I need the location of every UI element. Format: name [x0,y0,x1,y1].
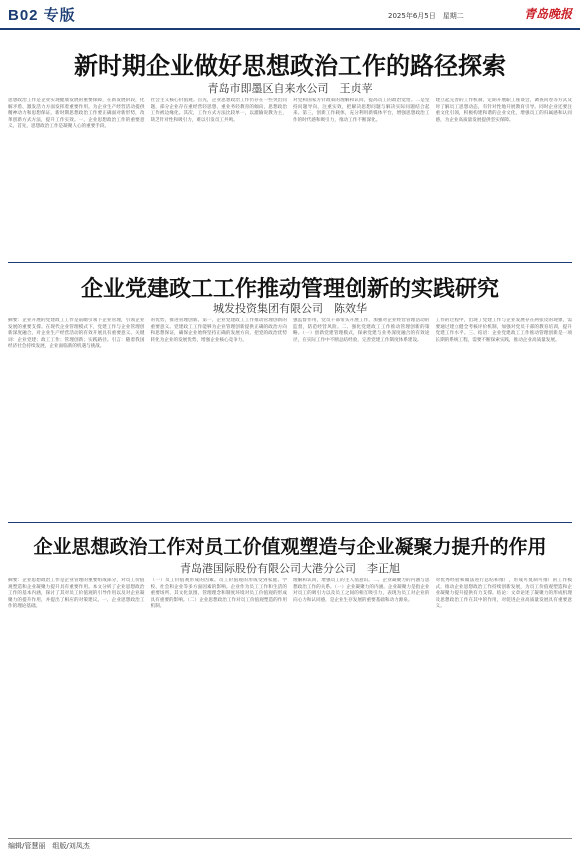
article-3-column: 理解和认同，增强员工的主人翁意识。二、企业凝聚力的内涵与思想政治工作的关系。（一）企业凝聚力的内涵。企业凝聚力是指企业对员工的吸引力以及员工之间的相互吸引力，表现为员工对企业的向心力和认同感，是企业生存发展的重要基础和动力源泉。 [293,578,430,603]
article-3-column: 摘要：企业思想政治工作是企业管理的重要组成部分，对员工价值观塑造和企业凝聚力提升具有重要作用。本文分析了企业思想政治工作的基本内涵，探讨了其对员工价值观的引导作用以及对企业凝聚力的提升作用，并提出了相应的对策建议。一、企业思想政治工作的理论基础。 [8,578,145,610]
article-1-body [8,98,572,256]
editor-credit: 编辑/管慧丽 组版/刘凤杰 [8,842,90,850]
article-2-title: 企业党建政工工作推动管理创新的实践研究 [80,276,499,302]
article-1-byline: 青岛市即墨区自来水公司 王贞苹 [207,82,373,95]
newspaper-masthead: 青岛晚报 [524,7,573,21]
article-2-column: 的优势，推进管理创新。第一，企业党建政工工作推动管理创新的重要意义。党建政工工作能够为企业管理创新提供正确的政治方向和思想保证，确保企业始终坚持正确的发展方向，把党的政治优势转化为企业的发展优势，增强企业核心竞争力。 [150,318,287,343]
article-3-title: 企业思想政治工作对员工价值观塑造与企业凝聚力提升的作用 [33,536,547,558]
page-header [0,0,580,30]
section-divider [8,522,572,523]
article-2-body [8,318,572,516]
article-3-column: （一）员工价值观形成的因素。员工价值观的形成受到家庭、学校、社会和企业等多方面因素的影响。企业作为员工工作和生活的重要场所，其文化氛围、管理理念和制度环境对员工价值观的形成具有重要的影响。（二）企业思想政治工作对员工价值观塑造的作用机制。 [150,578,287,610]
article-1-column: 社会主义核心价值观。首先，企业思想政治工作仍存在一些突出问题，部分企业存在重经营轻思想、重业务轻教育的倾向，思想政治工作被边缘化。其次，工作方式方法比较单一，以灌输说教为主，缺乏针对性和吸引力，难以引发员工共鸣。 [150,98,287,123]
article-3-byline: 青岛港国际股份有限公司大港分公司 李正旭 [180,562,400,575]
article-2-column: 摘要：企业开展的党建政工工作是前瞻引领下企业管理，引领企业发展的重要支撑。在现代企业管理模式下，党建工作与企业管理创新深度融合，对企业生产经营活动的有效开展具有重要意义。关键词：企业党建；政工工作；管理创新；实践路径。引言：随着我国经济社会持续发展，企业面临新的机遇与挑战。 [8,318,145,350]
article-1-title: 新时期企业做好思想政治工作的路径探索 [74,51,506,80]
article-2-column: 工作的过程中，出现了党建工作与企业发展存在两张皮的现象，需要通过建立健全考核评价机制，加强对党员干部的教育培训，提升党建工作水平。三、结语：企业党建政工工作推动管理创新是一项长期的系统工程，需要不断探索实践，推动企业高质量发展。 [435,318,572,343]
article-1-column: 建立起完善的工作机制，定期开展职工座谈会，调查问卷等方式及时了解员工思想动态，有针对性地开展教育引导。同时企业还要注重文化引领，积极构建和谐的企业文化，增强员工的归属感和认同感，为企业高质量发展提供坚实保障。 [435,98,572,123]
section-divider [8,262,572,263]
article-1-column: 思想政治工作是企业实现健康发展的重要保障，在新发展阶段，化解矛盾、激发活力方面发挥着重要作用。为企业生产经营活动提供精神动力和思想保证。新时期思想政治工作要正确面对新形势，改革创新方式方法，提升工作实效。一、企业思想政治工作的重要意义。首先，思想政治工作是凝聚人心的重要手段。 [8,98,145,130]
article-3-body [8,578,572,832]
page-footer [8,838,572,851]
issue-date: 2025年6月5日 星期二 [388,12,464,20]
article-1-column: 对党和国家方针政策的理解和认同，提高员工的政治觉悟。二是坚持问题导向，注重实效，把解决思想问题与解决实际问题结合起来。第三，创新工作载体，充分利用新媒体平台，增强思想政治工作的时代感和吸引力，推动工作不断深化。 [293,98,430,123]
article-2-byline: 城发投资集团有限公司 陈效华 [213,302,367,315]
page-code: B02 专版 [8,7,76,24]
article-3-column: 对优秀经验和做法进行总结和推广，形成可复制可推广的工作模式，推动企业思想政治工作持续创新发展，为员工价值观塑造和企业凝聚力提升提供有力支撑。结论：文章论述了凝聚力的形成机理及思想政治工作在其中的作用，对促进企业高质量发展具有重要意义。 [435,578,572,610]
article-2-column: 强监督作用，党员干部带头开展工作，加强对企业经营管理活动的监督，防范经营风险。二、强化党建政工工作推动管理创新的策略。（一）创新党建管理模式，探索党建与业务深度融合的有效途径，在实际工作中不断总结经验，完善党建工作制度体系建设。 [293,318,430,343]
